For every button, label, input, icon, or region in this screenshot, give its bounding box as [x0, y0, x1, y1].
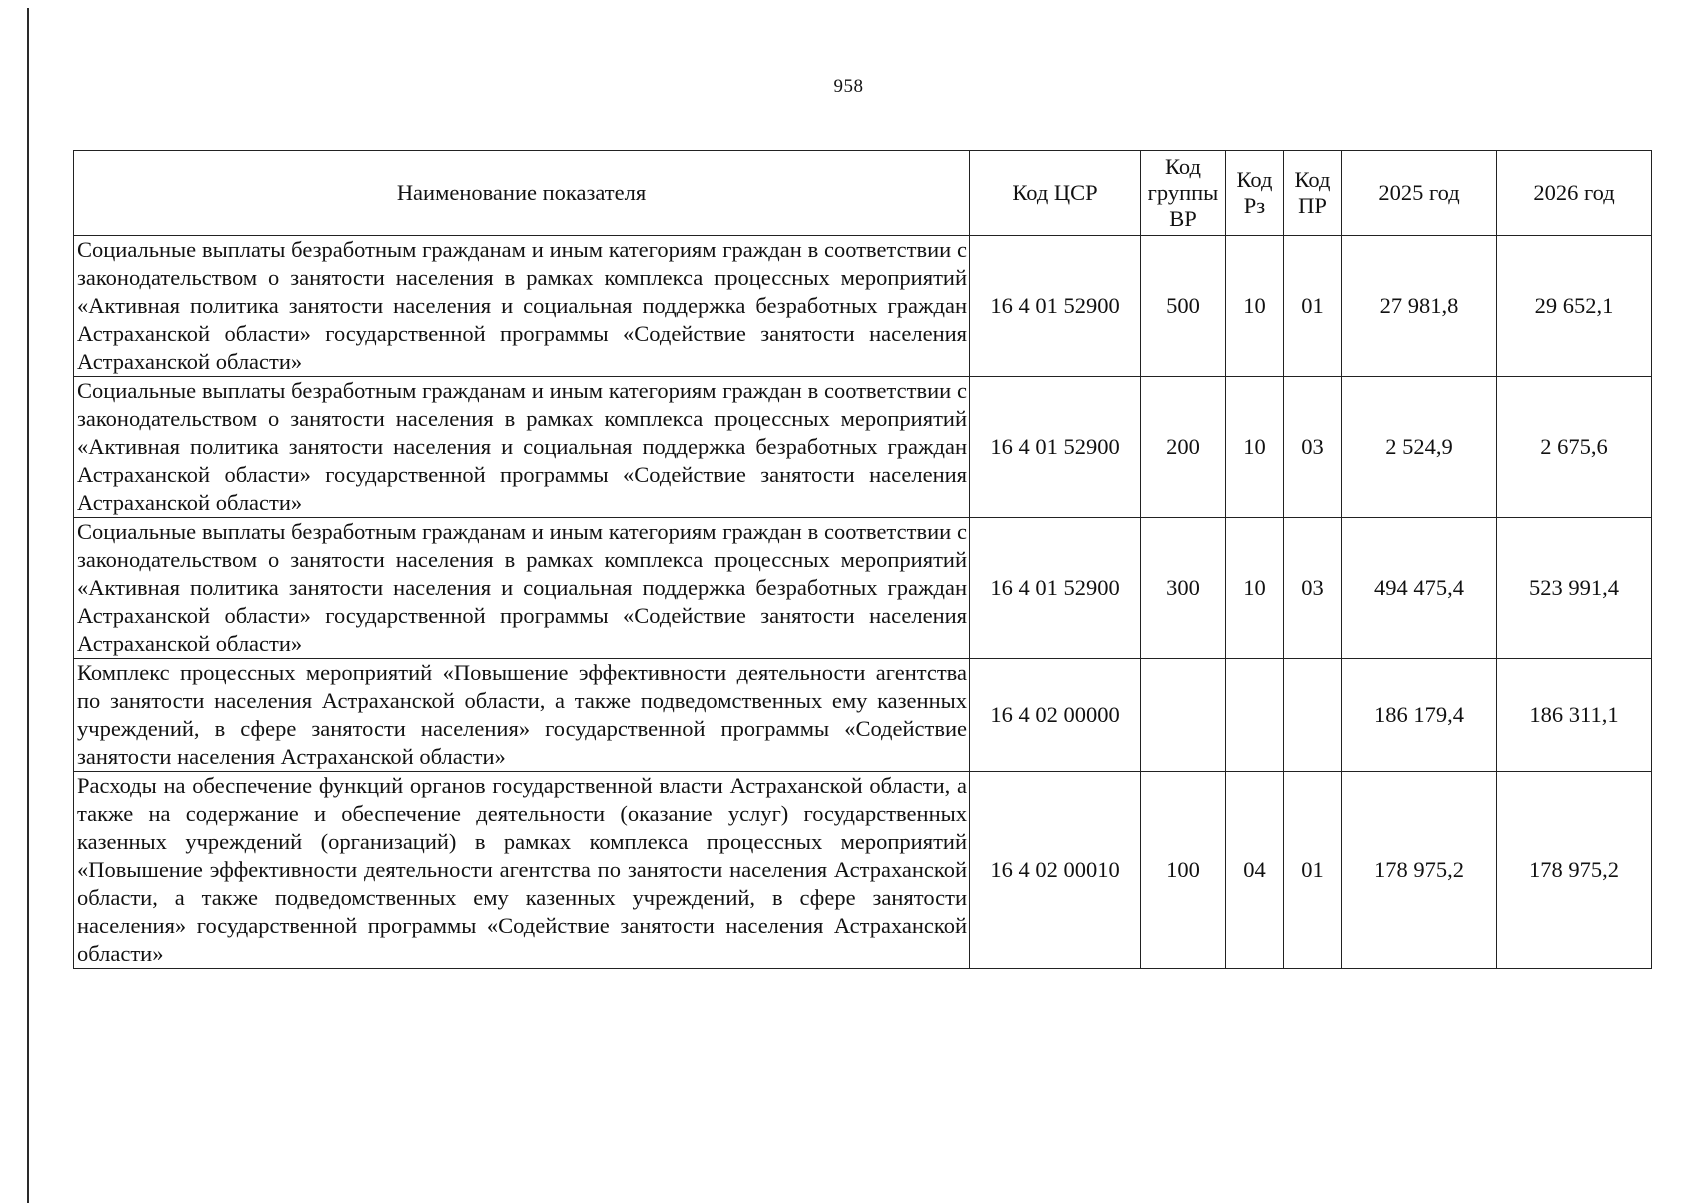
row-value-2026: 2 675,6	[1497, 377, 1652, 518]
header-csr-code: Код ЦСР	[970, 151, 1141, 236]
header-name: Наименование показателя	[74, 151, 970, 236]
row-pr-code: 01	[1284, 236, 1342, 377]
table-header-row	[74, 151, 1652, 236]
row-name: Социальные выплаты безработным гражданам и иным категориям граждан в соответствии с законодательством о занятости населения в рамках комплекса процессных мероприятий «Активная политика занятости населения и социальная поддержка безработных граждан Астраханской области» государственной программы «Содействие занятости населения Астраханской области»	[74, 236, 970, 377]
row-pr-code: 03	[1284, 518, 1342, 659]
row-csr-code: 16 4 01 52900	[970, 236, 1141, 377]
row-name: Комплекс процессных мероприятий «Повышение эффективности деятельности агентства по занятости населения Астраханской области, а также подведомственных ему казенных учреждений, в сфере занятости населения» государственной программы «Содействие занятости населения Астраханской области»	[74, 659, 970, 772]
budget-table	[73, 150, 1652, 969]
row-vr-code: 100	[1141, 772, 1226, 969]
row-value-2025: 186 179,4	[1342, 659, 1497, 772]
row-value-2025: 494 475,4	[1342, 518, 1497, 659]
row-value-2025: 2 524,9	[1342, 377, 1497, 518]
table-row	[74, 236, 1652, 377]
header-year-2026: 2026 год	[1497, 151, 1652, 236]
row-vr-code: 500	[1141, 236, 1226, 377]
row-value-2026: 186 311,1	[1497, 659, 1652, 772]
row-csr-code: 16 4 02 00000	[970, 659, 1141, 772]
row-vr-code: 200	[1141, 377, 1226, 518]
row-rz-code: 10	[1226, 518, 1284, 659]
header-pr-code: Код ПР	[1284, 151, 1342, 236]
row-csr-code: 16 4 02 00010	[970, 772, 1141, 969]
row-value-2025: 27 981,8	[1342, 236, 1497, 377]
row-vr-code	[1141, 659, 1226, 772]
header-year-2025: 2025 год	[1342, 151, 1497, 236]
row-pr-code	[1284, 659, 1342, 772]
row-csr-code: 16 4 01 52900	[970, 377, 1141, 518]
row-value-2026: 178 975,2	[1497, 772, 1652, 969]
page-number: 958	[833, 76, 864, 97]
row-rz-code: 10	[1226, 236, 1284, 377]
row-rz-code	[1226, 659, 1284, 772]
page-left-margin-rule	[27, 8, 29, 1203]
row-pr-code: 03	[1284, 377, 1342, 518]
row-value-2026: 29 652,1	[1497, 236, 1652, 377]
row-rz-code: 10	[1226, 377, 1284, 518]
row-value-2025: 178 975,2	[1342, 772, 1497, 969]
table-row	[74, 659, 1652, 772]
row-name: Социальные выплаты безработным гражданам и иным категориям граждан в соответствии с законодательством о занятости населения в рамках комплекса процессных мероприятий «Активная политика занятости населения и социальная поддержка безработных граждан Астраханской области» государственной программы «Содействие занятости населения Астраханской области»	[74, 377, 970, 518]
table-row	[74, 377, 1652, 518]
table-row	[74, 518, 1652, 659]
row-rz-code: 04	[1226, 772, 1284, 969]
header-rz-code: Код Рз	[1226, 151, 1284, 236]
row-pr-code: 01	[1284, 772, 1342, 969]
table-row	[74, 772, 1652, 969]
row-value-2026: 523 991,4	[1497, 518, 1652, 659]
row-name: Расходы на обеспечение функций органов государственной власти Астраханской области, а также на содержание и обеспечение деятельности (оказание услуг) государственных казенных учреждений (организаций) в рамках комплекса процессных мероприятий «Повышение эффективности деятельности агентства по занятости населения Астраханской области, а также подведомственных ему казенных учреждений, в сфере занятости населения» государственной программы «Содействие занятости населения Астраханской области»	[74, 772, 970, 969]
row-vr-code: 300	[1141, 518, 1226, 659]
header-vr-code: Код группы ВР	[1141, 151, 1226, 236]
row-csr-code: 16 4 01 52900	[970, 518, 1141, 659]
row-name: Социальные выплаты безработным гражданам и иным категориям граждан в соответствии с законодательством о занятости населения в рамках комплекса процессных мероприятий «Активная политика занятости населения и социальная поддержка безработных граждан Астраханской области» государственной программы «Содействие занятости населения Астраханской области»	[74, 518, 970, 659]
